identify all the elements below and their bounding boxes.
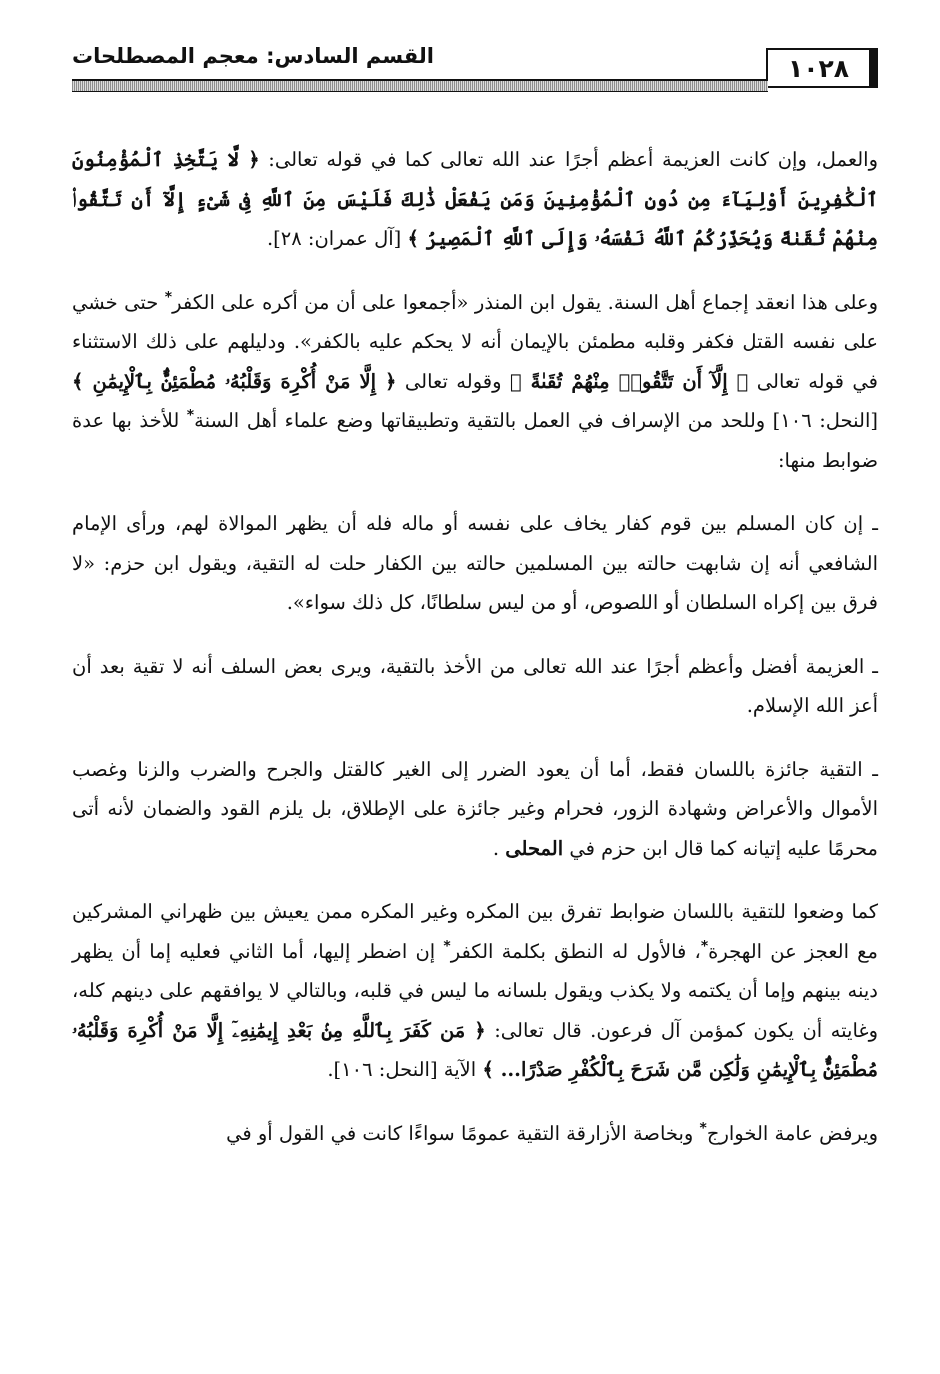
p2-part4: [النحل: ١٠٦] وللحد من الإسراف في العمل بالتقية وتطبيقاتها وضع علماء أهل السنة	[194, 409, 878, 432]
quran-verse-al-imran-28: ﴿ لَّا يَتَّخِذِ ٱلْمُؤْمِنُونَ ٱلْكَٰفِرِينَ أَوْلِيَآءَ مِن دُونِ ٱلْمُؤْمِنِينَ وَمَن يَفْعَلْ ذَٰلِكَ فَلَيْسَ مِنَ ٱللَّهِ فِى شَىْءٍ إِلَّآ أَن تَتَّقُوا۟ مِنْهُمْ تُقَىٰةً وَيُحَذِّرُكُمُ ٱللَّهُ نَفْسَهُۥ وَإِلَى ٱللَّهِ ٱلْمَصِيرُ ﴾	[72, 148, 878, 250]
cross-reference-star: *	[186, 407, 195, 424]
p6-part3: إن اضطر إليها، أما الثاني فعليه إما أن يظهر دينه بينهم وإما أن يكتمه ولا يكذب ويقول بلسانه ما ليس في قلبه، وبالتالي لا يوافقهم على دينهم كله، وغايته أن يكون كمؤمن آل فرعون. قال تعالى:	[72, 939, 878, 1042]
paragraph-1	[72, 140, 878, 259]
p2-part3: وقوله تعالى	[396, 369, 510, 393]
page-number: ١٠٢٨	[766, 48, 878, 88]
cross-reference-star: *	[699, 1120, 707, 1136]
p6-part1: كما وضعوا للتقية باللسان ضوابط تفرق بين المكره وغير المكره ممن يعيش بين ظهراني المشركين مع العجز عن الهجرة	[72, 900, 878, 963]
p6-part2: ، فالأول له النطق بكلمة الكفر	[450, 939, 701, 963]
cross-reference-star: *	[164, 289, 173, 305]
p1-citation: [آل عمران: ٢٨].	[266, 227, 408, 250]
cross-reference-star: *	[443, 938, 451, 954]
header-rule	[72, 79, 768, 92]
paragraph-5	[72, 750, 878, 869]
quran-verse-an-nahl-106: ﴿ إِلَّا مَنْ أُكْرِهَ وَقَلْبُهُۥ مُطْمَئِنٌّۢ بِٱلْإِيمَٰنِ ﴾	[72, 369, 397, 393]
p6-citation: الآية [النحل: ١٠٦].	[327, 1058, 483, 1081]
paragraph-2	[72, 283, 878, 481]
quran-verse-tuqah: ﴿ إِلَّآ أَن تَتَّقُوا۟ مِنْهُمْ تُقَىٰةً ﴾	[509, 369, 749, 393]
page-content	[72, 140, 878, 1153]
paragraph-7	[72, 1114, 878, 1154]
p5-part1: ـ التقية جائزة باللسان فقط، أما أن يعود الضرر إلى الغير كالقتل والجرح والضرب والزنا وغصب الأموال والأعراض وشهادة الزور، فحرام وغير جائزة على الإطلاق، بل يلزم القود والضمان لأنه أتى محرمًا عليه إتيانه كما قال ابن حزم في	[72, 757, 878, 860]
running-header	[72, 32, 878, 96]
p7-part1: ويرفض عامة الخوارج	[706, 1121, 878, 1145]
p2-part1: وعلى هذا انعقد إجماع أهل السنة. يقول ابن المنذر «أجمعوا على أن من أكره على الكفر	[172, 290, 878, 314]
p7-part2: وبخاصة الأزارقة التقية عمومًا سواءًا كانت في القول أو في	[226, 1121, 700, 1145]
p5-part2: .	[492, 836, 506, 860]
paragraph-6	[72, 892, 878, 1090]
p2-part5: للأخذ بها عدة ضوابط منها:	[72, 409, 878, 472]
cross-reference-star: *	[700, 938, 709, 954]
p1-lead: والعمل، وإن كانت العزيمة أعظم أجرًا عند الله تعالى كما في قوله تعالى:	[259, 148, 879, 171]
book-title-al-muhalla: المحلى	[505, 836, 564, 860]
quran-verse-an-nahl-106-full: ﴿ مَن كَفَرَ بِٱللَّهِ مِنۢ بَعْدِ إِيمَٰنِهِۦٓ إِلَّا مَنْ أُكْرِهَ وَقَلْبُهُۥ مُطْمَئِنٌّۢ بِٱلْإِيمَٰنِ وَلَٰكِن مَّن شَرَحَ بِٱلْكُفْرِ صَدْرًا... ﴾	[72, 1018, 878, 1081]
p2-part2: حتى خشي على نفسه القتل فكفر وقلبه مطمئن بالإيمان أنه لا يحكم عليه بالكفر». ودليلهم على ذلك الاستثناء في قوله تعالى	[72, 290, 878, 393]
paragraph-3: ـ إن كان المسلم بين قوم كفار يخاف على نفسه أو ماله فله أن يظهر الموالاة لهم، ورأى الإمام الشافعي أنه إن شابهت حالته بين المسلمين حالته بين الكفار حلت له التقية، ويقول ابن حزم: «لا فرق بين إكراه السلطان أو اللصوص، أو من ليس سلطانًا، كل ذلك سواء».	[72, 512, 878, 614]
paragraph-4: ـ العزيمة أفضل وأعظم أجرًا عند الله تعالى من الأخذ بالتقية، ويرى بعض السلف أنه لا تقية بعد أن أعز الله الإسلام.	[72, 654, 878, 717]
section-title: القسم السادس: معجم المصطلحات	[72, 44, 434, 68]
